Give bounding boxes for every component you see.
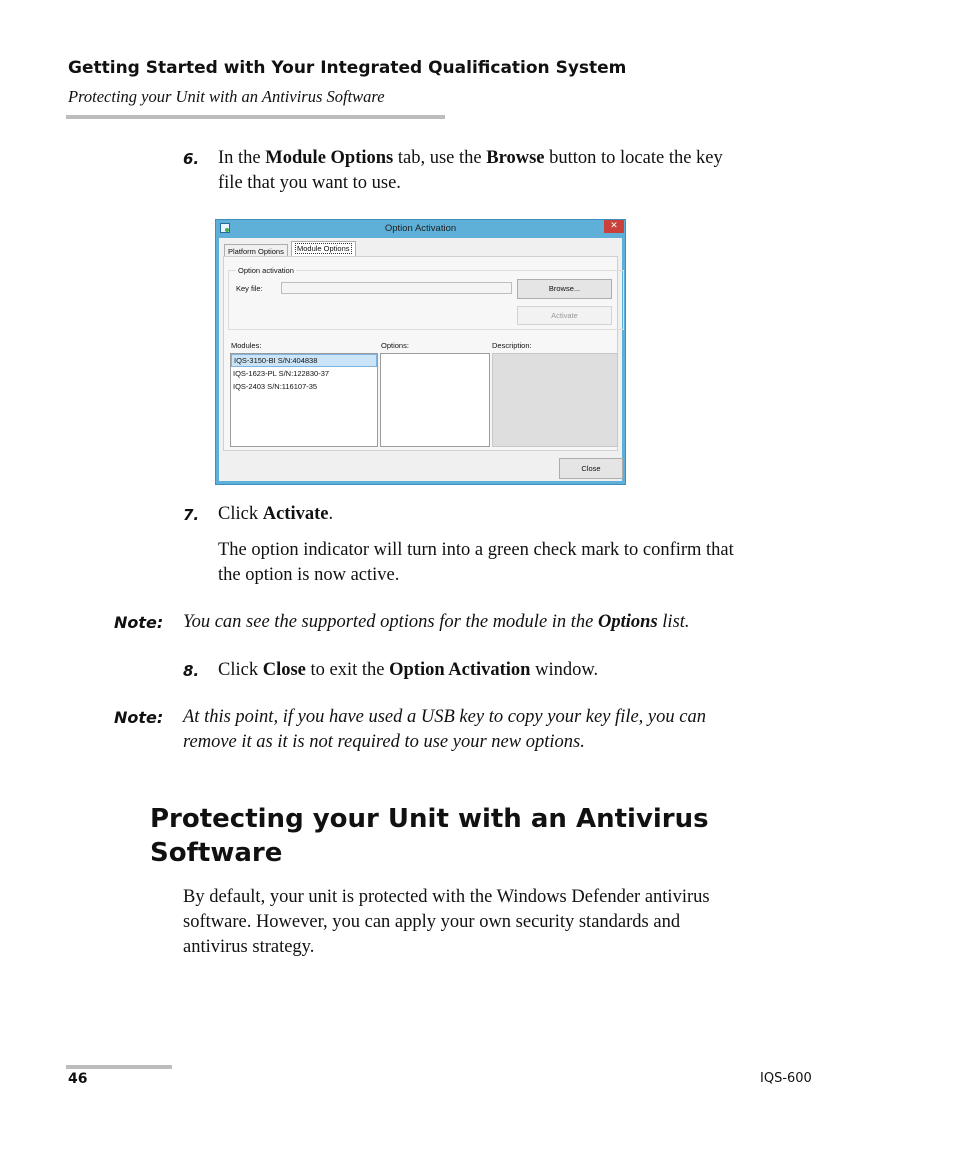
note-1-text-part: You can see the supported options for the module in the — [183, 612, 599, 632]
note-label: Note: — [114, 613, 164, 632]
step-7-paragraph-line-1: The option indicator will turn into a green check mark to confirm that — [218, 540, 734, 560]
section-paragraph-line-1: By default, your unit is protected with the Windows Defender antivirus — [183, 887, 710, 907]
step-6-text-part: tab, use the — [393, 148, 487, 168]
section-heading-line-1: Protecting your Unit with an Antivirus — [150, 804, 709, 834]
option-activation-dialog — [215, 219, 626, 485]
options-list[interactable] — [380, 353, 490, 447]
note-1-text — [183, 610, 823, 635]
section-paragraph-line-3: antivirus strategy. — [183, 937, 315, 957]
step-7-bold-activate: Activate — [262, 504, 329, 524]
step-number-6: 6. — [183, 150, 200, 168]
step-7-text — [218, 502, 818, 527]
note-2-text — [183, 705, 823, 755]
step-6-text — [218, 146, 818, 196]
modules-label: Modules: — [231, 341, 262, 350]
step-8-text-part: window. — [530, 660, 599, 680]
dialog-title: Option Activation — [384, 223, 457, 234]
tab-panel-inner — [224, 257, 617, 450]
description-box — [492, 353, 618, 447]
product-name: IQS-600 — [760, 1071, 812, 1086]
running-header-subtitle: Protecting your Unit with an Antivirus Software — [68, 87, 385, 106]
step-7-paragraph-line-2: the option is now active. — [218, 565, 400, 585]
options-label: Options: — [381, 341, 409, 350]
running-header-title: Getting Started with Your Integrated Qualification System — [68, 58, 627, 78]
browse-button[interactable]: Browse... — [517, 279, 612, 299]
dialog-body — [219, 238, 622, 481]
tab-platform-options[interactable]: Platform Options — [224, 244, 288, 257]
step-6-text-part: In the — [218, 148, 266, 168]
section-heading — [150, 802, 790, 870]
step-7-paragraph — [218, 538, 828, 588]
step-8-text-part: to exit the — [305, 660, 390, 680]
note-2-line-2: remove it as it is not required to use your new options. — [183, 732, 585, 752]
key-file-input[interactable] — [281, 282, 512, 294]
step-8-bold-close: Close — [262, 660, 306, 680]
note-label: Note: — [114, 708, 164, 727]
step-6-text-part: button to locate the key — [544, 148, 723, 168]
step-8-text-part: Click — [218, 660, 263, 680]
step-6-bold-module-options: Module Options — [265, 148, 394, 168]
section-paragraph — [183, 885, 823, 960]
activate-button[interactable]: Activate — [517, 306, 612, 325]
tab-module-options-label: Module Options — [297, 244, 350, 253]
step-number-8: 8. — [183, 662, 200, 680]
step-6-line-2: file that you want to use. — [218, 173, 401, 193]
header-rule — [66, 115, 445, 119]
close-button[interactable]: Close — [559, 458, 623, 479]
section-heading-line-2: Software — [150, 838, 283, 868]
group-label: Option activation — [238, 266, 294, 275]
note-1-bold-options: Options — [598, 612, 658, 632]
step-7-text-part: Click — [218, 504, 263, 524]
step-6-line-1 — [218, 146, 818, 171]
note-2-line-1: At this point, if you have used a USB key to copy your key file, you can — [183, 707, 706, 727]
step-8-bold-option-activation: Option Activation — [389, 660, 531, 680]
close-icon[interactable]: ✕ — [604, 220, 624, 233]
page-number: 46 — [68, 1071, 88, 1087]
step-number-7: 7. — [183, 506, 200, 524]
description-label: Description: — [492, 341, 532, 350]
note-1-text-part: list. — [657, 612, 690, 632]
list-item[interactable]: IQS-3150-BI S/N:404838 — [231, 354, 377, 367]
step-8-text — [218, 658, 818, 683]
tab-panel — [223, 256, 618, 451]
list-item[interactable]: IQS-2403 S/N:116107-35 — [233, 382, 318, 391]
step-6-bold-browse: Browse — [486, 148, 545, 168]
list-item[interactable]: IQS-1623-PL S/N:122830-37 — [233, 369, 330, 378]
key-file-label: Key file: — [236, 284, 263, 293]
footer-rule — [66, 1065, 172, 1069]
step-7-text-part: . — [328, 504, 334, 524]
modules-list[interactable] — [230, 353, 378, 447]
tab-module-options[interactable] — [291, 241, 356, 257]
section-paragraph-line-2: software. However, you can apply your own security standards and — [183, 912, 681, 932]
